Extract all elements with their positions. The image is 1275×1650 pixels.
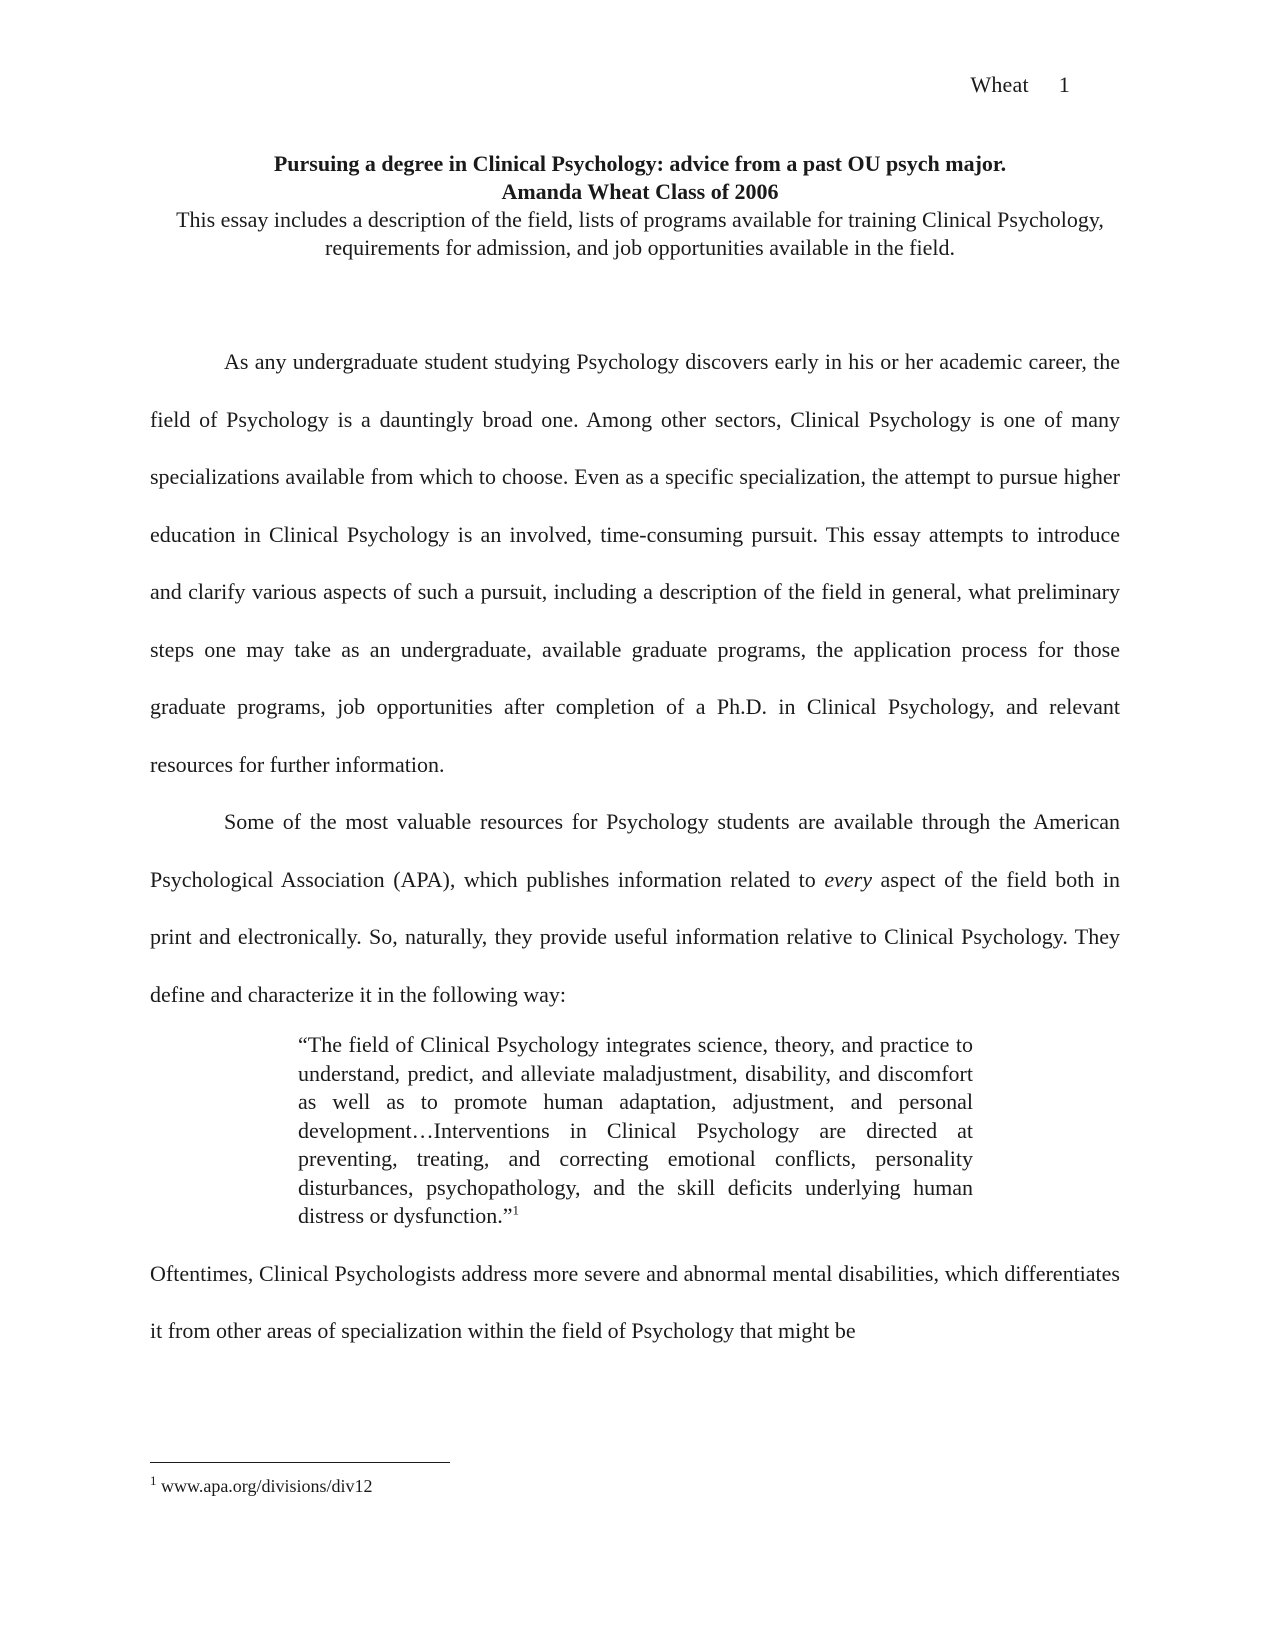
- block-quote: [298, 1031, 973, 1231]
- header-author: Wheat: [970, 72, 1029, 97]
- footnote-divider: [150, 1462, 450, 1463]
- paragraph-2-text-b: aspect of the field both in print and electronically. So, naturally, they provide useful information relative to Clinical Psychology. They define and characterize it in the following way:: [150, 866, 1121, 1007]
- quote-text: “The field of Clinical Psychology integrates science, theory, and practice to understand, predict, and alleviate maladjustment, disability, and discomfort as well as to promote human adaptation, adjustment, and personal development…Interventions in Clinical Psychology are directed at preventing, treating, and correcting emotional conflicts, personality disturbances, psychopathology, and the skill deficits underlying human distress or dysfunction.”: [298, 1032, 973, 1228]
- paragraph-3: Oftentimes, Clinical Psychologists address more severe and abnormal mental disabilities, which differentiates it from other areas of specialization within the field of Psychology that might be: [150, 1260, 1120, 1343]
- title-block: [150, 150, 1130, 262]
- paragraph-2: [150, 793, 1120, 1023]
- page-number: 1: [1058, 72, 1070, 97]
- quote-footnote-marker: 1: [512, 1202, 519, 1218]
- paragraph-2-text-a: Some of the most valuable resources for Psychology students are available through the American Psychological Association (APA), which publishes information related to: [150, 809, 1120, 892]
- running-header: [970, 72, 1070, 98]
- essay-description: This essay includes a description of the field, lists of programs available for training Clinical Psychology, requirements for admission, and job opportunities available in the field.: [176, 207, 1104, 260]
- essay-body: [150, 333, 1120, 1360]
- paragraph-1: As any undergraduate student studying Psychology discovers early in his or her academic career, the field of Psychology is a dauntingly broad one. Among other sectors, Clinical Psychology is one of many specializations available from which to choose. Even as a specific specialization, the attempt to pursue higher education in Clinical Psychology is an involved, time-consuming pursuit. This essay attempts to introduce and clarify various aspects of such a pursuit, including a description of the field in general, what preliminary steps one may take as an undergraduate, available graduate programs, the application process for those graduate programs, job opportunities after completion of a Ph.D. in Clinical Psychology, and relevant resources for further information.: [150, 349, 1120, 777]
- author-line: Amanda Wheat Class of 2006: [501, 179, 779, 204]
- footnote-marker: 1: [150, 1473, 157, 1488]
- footnote-text: www.apa.org/divisions/div12: [161, 1476, 373, 1496]
- essay-title: Pursuing a degree in Clinical Psychology: advice from a past OU psych major.: [273, 151, 1007, 176]
- paragraph-2-emphasis: every: [824, 866, 872, 892]
- footnote: [150, 1473, 373, 1497]
